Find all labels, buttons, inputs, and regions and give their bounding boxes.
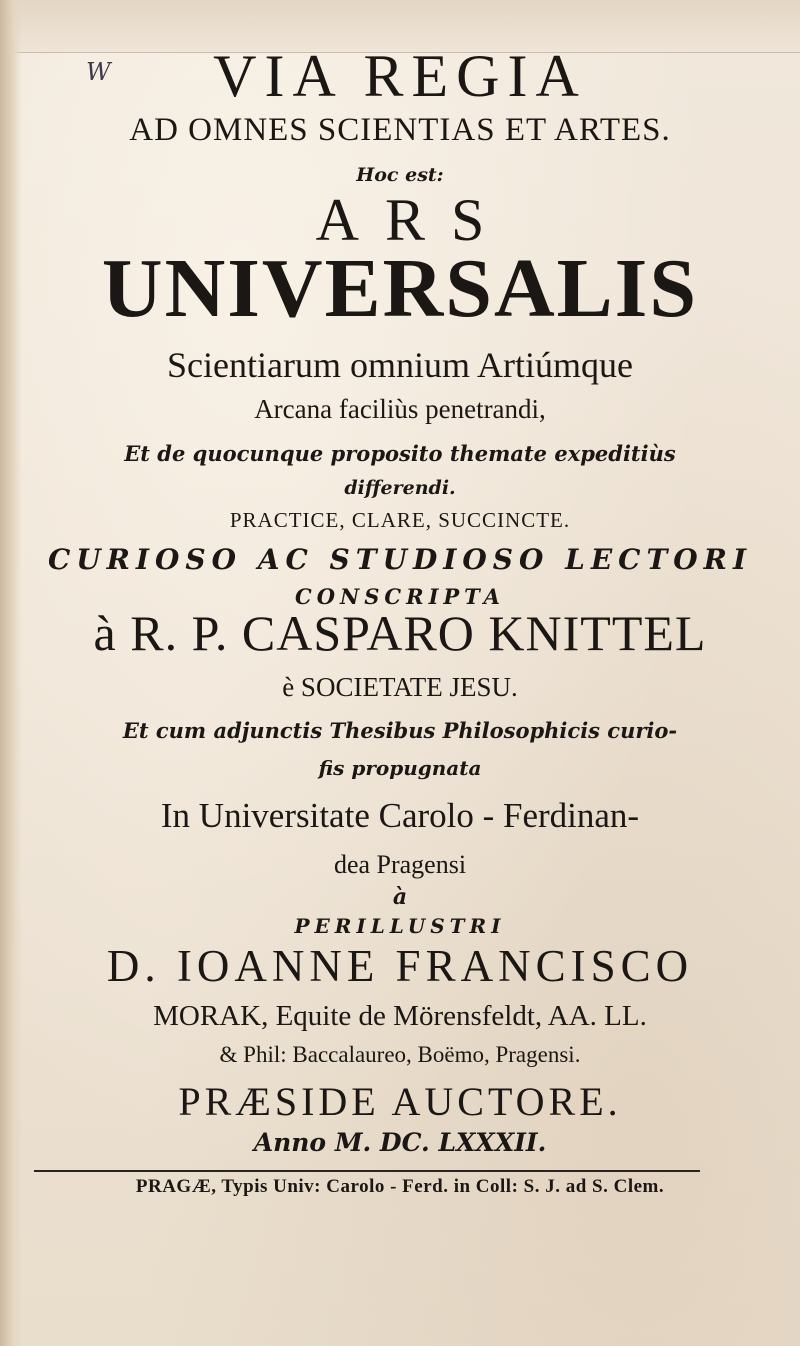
imprint-rule: [34, 1170, 700, 1172]
title-subtitle: AD OMNES SCIENTIAS ET ARTES.: [129, 112, 671, 148]
line-scientiarum: Scientiarum omnium Artiúmque: [167, 345, 633, 385]
line-et-de: Et de quocunque proposito themate expeditiùs: [124, 441, 676, 466]
line-praeside: PRÆSIDE AUCTORE.: [178, 1079, 622, 1124]
line-et-cum: Et cum adjunctis Thesibus Philosophicis curio-: [122, 718, 678, 743]
line-morak: MORAK, Equite de Mörensfeldt, AA. LL.: [153, 1000, 647, 1032]
paper-left-edge: [0, 0, 22, 1346]
handwritten-margin-note: W: [86, 58, 111, 86]
line-curioso: CURIOSO AC STUDIOSO LECTORI: [47, 543, 753, 576]
date-line: Anno M. DC. LXXXII.: [253, 1128, 547, 1157]
respondent-name: D. IOANNE FRANCISCO: [106, 941, 694, 991]
title-via-regia: VIA REGIA: [213, 43, 587, 109]
line-phil: & Phil: Baccalaureo, Boëmo, Pragensi.: [219, 1042, 581, 1067]
author-line: à R. P. CASPARO KNITTEL: [93, 605, 707, 661]
title-ars: ARS: [315, 187, 511, 253]
society-line: è SOCIETATE JESU.: [282, 672, 518, 702]
line-perillustri: PERILLUSTRI: [294, 914, 506, 938]
line-dea-pragensi: dea Pragensi: [333, 850, 467, 879]
line-a: à: [392, 884, 408, 910]
hoc-est: Hoc est:: [356, 164, 444, 186]
line-propugnata: fis propugnata: [318, 756, 482, 780]
line-differendi: differendi.: [344, 477, 456, 499]
title-universalis: UNIVERSALIS: [101, 242, 699, 335]
line-arcana: Arcana faciliùs penetrandi,: [254, 394, 546, 424]
imprint-line: PRAGÆ, Typis Univ: Carolo - Ferd. in Coll: S. J. ad S. Clem.: [135, 1176, 665, 1197]
line-conscripta: CONSCRIPTA: [295, 584, 505, 609]
line-universitate: In Universitate Carolo - Ferdinan-: [160, 796, 640, 835]
line-practice: PRACTICE, CLARE, SUCCINCTE.: [229, 508, 571, 532]
